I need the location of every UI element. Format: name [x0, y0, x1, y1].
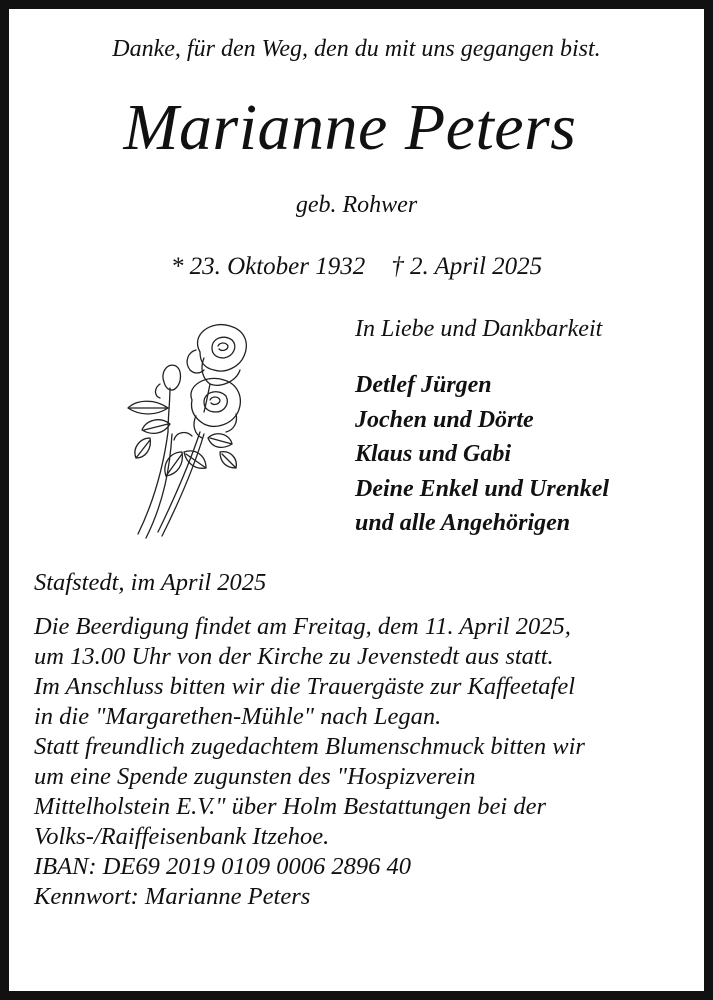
funeral-line: um 13.00 Uhr von der Kirche zu Jevenstedt aus statt.	[34, 643, 554, 670]
deceased-name: Marianne Peters	[123, 91, 577, 164]
funeral-line: Mittelholstein E.V." über Holm Bestattungen bei der	[34, 793, 547, 820]
mourner-line: Klaus und Gabi	[355, 441, 512, 467]
iban-line: IBAN: DE69 2019 0109 0006 2896 40	[34, 853, 411, 880]
motto: Danke, für den Weg, den du mit uns gegangen bist.	[112, 36, 601, 62]
dedication: In Liebe und Dankbarkeit	[355, 316, 603, 342]
rose-drawing-icon	[120, 312, 255, 544]
keyword-line: Kennwort: Marianne Peters	[34, 883, 311, 910]
life-dates	[0, 252, 713, 282]
maiden-name: geb. Rohwer	[295, 192, 418, 218]
mourner-line: Deine Enkel und Urenkel	[355, 475, 610, 502]
mourner-line: Jochen und Dörte	[355, 406, 534, 433]
death-date: † 2. April 2025	[391, 253, 543, 280]
funeral-line: Im Anschluss bitten wir die Trauergäste zur Kaffeetafel	[34, 673, 576, 700]
mourner-line: und alle Angehörigen	[355, 510, 571, 536]
funeral-line: Volks-/Raiffeisenbank Itzehoe.	[34, 823, 330, 850]
funeral-line: um eine Spende zugunsten des "Hospizverein	[34, 763, 476, 790]
mourners-list	[355, 368, 609, 541]
funeral-line: Die Beerdigung findet am Freitag, dem 11. April 2025,	[34, 613, 571, 640]
mourner-line: Detlef Jürgen	[355, 372, 492, 398]
birth-date: * 23. Oktober 1932	[170, 253, 366, 280]
funeral-line: in die "Margarethen-Mühle" nach Legan.	[34, 703, 442, 730]
place-date: Stafstedt, im April 2025	[34, 569, 267, 596]
funeral-line: Statt freundlich zugedachtem Blumenschmuck bitten wir	[34, 733, 585, 760]
funeral-information	[34, 612, 694, 912]
